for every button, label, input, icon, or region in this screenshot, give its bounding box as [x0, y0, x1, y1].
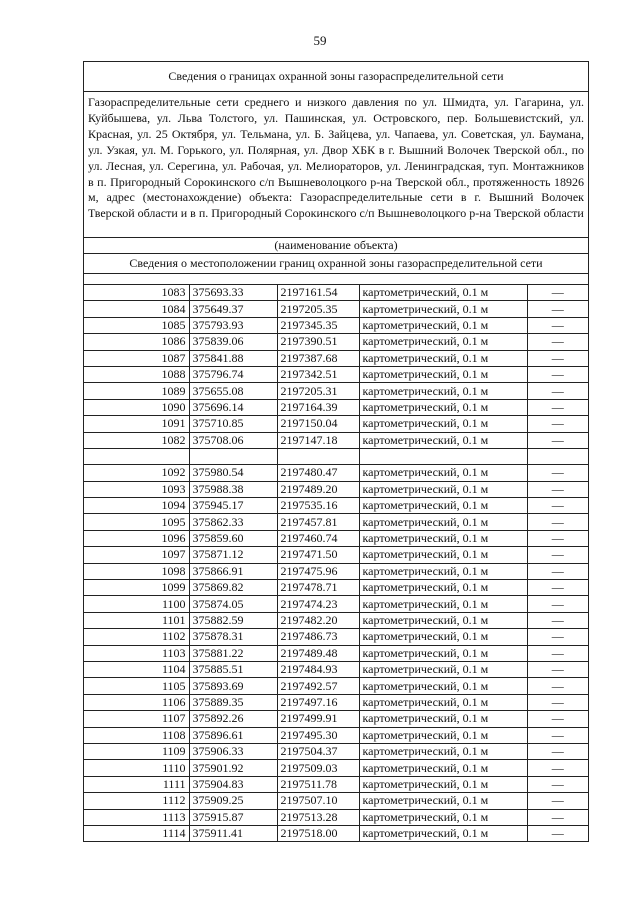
- coordinate-x: 375988.38: [189, 481, 277, 497]
- coordinate-x: 375892.26: [189, 711, 277, 727]
- determination-method: [359, 448, 527, 464]
- determination-method: картометрический, 0.1 м: [359, 612, 527, 628]
- point-number: 1111: [84, 776, 189, 792]
- coordinates-table-body: [84, 285, 588, 841]
- point-number: 1107: [84, 711, 189, 727]
- point-number: 1090: [84, 399, 189, 415]
- table-row: [84, 776, 588, 792]
- point-note: —: [527, 432, 588, 448]
- determination-method: картометрический, 0.1 м: [359, 366, 527, 382]
- point-number: 1109: [84, 743, 189, 759]
- coordinate-x: 375841.88: [189, 350, 277, 366]
- point-note: —: [527, 809, 588, 825]
- table-row: [84, 334, 588, 350]
- table-row: [84, 596, 588, 612]
- coordinate-x: 375945.17: [189, 498, 277, 514]
- point-number: 1110: [84, 760, 189, 776]
- point-number: 1095: [84, 514, 189, 530]
- coordinate-x: 375708.06: [189, 432, 277, 448]
- table-row: [84, 727, 588, 743]
- point-number: 1092: [84, 465, 189, 481]
- determination-method: картометрический, 0.1 м: [359, 776, 527, 792]
- coordinate-x: 375881.22: [189, 645, 277, 661]
- determination-method: картометрический, 0.1 м: [359, 383, 527, 399]
- coordinate-y: 2197457.81: [277, 514, 359, 530]
- coordinate-x: 375655.08: [189, 383, 277, 399]
- table-row: [84, 547, 588, 563]
- point-note: —: [527, 580, 588, 596]
- coordinate-y: 2197460.74: [277, 530, 359, 546]
- point-number: 1085: [84, 317, 189, 333]
- coordinate-x: 375866.91: [189, 563, 277, 579]
- coordinate-y: 2197387.68: [277, 350, 359, 366]
- point-note: —: [527, 760, 588, 776]
- table-row: [84, 563, 588, 579]
- coordinate-y: 2197492.57: [277, 678, 359, 694]
- determination-method: картометрический, 0.1 м: [359, 711, 527, 727]
- point-number: 1084: [84, 301, 189, 317]
- point-note: —: [527, 399, 588, 415]
- coordinate-y: 2197205.31: [277, 383, 359, 399]
- coordinate-y: 2197535.16: [277, 498, 359, 514]
- coordinate-x: 375839.06: [189, 334, 277, 350]
- coordinate-x: 375649.37: [189, 301, 277, 317]
- coordinate-y: [277, 448, 359, 464]
- coordinate-y: 2197161.54: [277, 285, 359, 301]
- table-row: [84, 399, 588, 415]
- point-number: 1093: [84, 481, 189, 497]
- point-note: —: [527, 514, 588, 530]
- table-row: [84, 498, 588, 514]
- table-row: [84, 694, 588, 710]
- table-row: [84, 760, 588, 776]
- point-number: 1108: [84, 727, 189, 743]
- point-note: —: [527, 317, 588, 333]
- coordinate-y: 2197147.18: [277, 432, 359, 448]
- determination-method: картометрический, 0.1 м: [359, 645, 527, 661]
- section-subtitle: Сведения о местоположении границ охранной зоны газораспределительной сети: [84, 254, 588, 274]
- coordinate-y: 2197511.78: [277, 776, 359, 792]
- point-number: 1100: [84, 596, 189, 612]
- coordinate-x: 375896.61: [189, 727, 277, 743]
- table-row: [84, 629, 588, 645]
- coordinate-x: 375871.12: [189, 547, 277, 563]
- table-row: [84, 432, 588, 448]
- coordinate-y: 2197518.00: [277, 825, 359, 841]
- coordinate-x: 375710.85: [189, 416, 277, 432]
- determination-method: картометрический, 0.1 м: [359, 416, 527, 432]
- point-note: —: [527, 596, 588, 612]
- point-number: 1099: [84, 580, 189, 596]
- point-note: —: [527, 465, 588, 481]
- point-number: 1082: [84, 432, 189, 448]
- table-row: [84, 514, 588, 530]
- coordinate-y: 2197478.71: [277, 580, 359, 596]
- table-row: [84, 793, 588, 809]
- point-note: —: [527, 645, 588, 661]
- table-row: [84, 580, 588, 596]
- point-number: 1113: [84, 809, 189, 825]
- determination-method: картометрический, 0.1 м: [359, 596, 527, 612]
- point-note: —: [527, 743, 588, 759]
- determination-method: картометрический, 0.1 м: [359, 334, 527, 350]
- point-note: —: [527, 530, 588, 546]
- determination-method: картометрический, 0.1 м: [359, 760, 527, 776]
- point-number: 1112: [84, 793, 189, 809]
- point-note: —: [527, 825, 588, 841]
- table-row: [84, 481, 588, 497]
- coordinate-x: 375859.60: [189, 530, 277, 546]
- determination-method: картометрический, 0.1 м: [359, 481, 527, 497]
- coordinate-x: 375915.87: [189, 809, 277, 825]
- determination-method: картометрический, 0.1 м: [359, 301, 527, 317]
- coordinate-y: 2197489.20: [277, 481, 359, 497]
- determination-method: картометрический, 0.1 м: [359, 514, 527, 530]
- table-row: [84, 678, 588, 694]
- point-number: 1098: [84, 563, 189, 579]
- point-note: —: [527, 301, 588, 317]
- coordinate-y: 2197164.39: [277, 399, 359, 415]
- determination-method: картометрический, 0.1 м: [359, 399, 527, 415]
- point-number: 1089: [84, 383, 189, 399]
- coordinate-y: 2197482.20: [277, 612, 359, 628]
- coordinate-y: 2197486.73: [277, 629, 359, 645]
- point-number: 1101: [84, 612, 189, 628]
- point-note: —: [527, 416, 588, 432]
- table-row: [84, 711, 588, 727]
- coordinate-x: 375869.82: [189, 580, 277, 596]
- determination-method: картометрический, 0.1 м: [359, 498, 527, 514]
- coordinate-y: 2197513.28: [277, 809, 359, 825]
- coordinate-y: 2197475.96: [277, 563, 359, 579]
- coordinate-y: 2197205.35: [277, 301, 359, 317]
- point-note: —: [527, 694, 588, 710]
- determination-method: картометрический, 0.1 м: [359, 629, 527, 645]
- coordinate-x: 375696.14: [189, 399, 277, 415]
- table-row: [84, 465, 588, 481]
- point-note: —: [527, 498, 588, 514]
- point-number: 1096: [84, 530, 189, 546]
- coordinate-x: 375878.31: [189, 629, 277, 645]
- table-row: [84, 383, 588, 399]
- coordinate-x: 375980.54: [189, 465, 277, 481]
- determination-method: картометрический, 0.1 м: [359, 661, 527, 677]
- table-row: [84, 350, 588, 366]
- coordinate-x: 375904.83: [189, 776, 277, 792]
- document-title: Сведения о границах охранной зоны газораспределительной сети: [84, 62, 588, 92]
- object-caption: (наименование объекта): [84, 238, 588, 254]
- table-row: [84, 661, 588, 677]
- table-row: [84, 645, 588, 661]
- point-number: 1105: [84, 678, 189, 694]
- coordinate-x: 375862.33: [189, 514, 277, 530]
- zone-info-frame: [83, 61, 589, 842]
- determination-method: картометрический, 0.1 м: [359, 580, 527, 596]
- point-note: —: [527, 727, 588, 743]
- table-row: [84, 612, 588, 628]
- point-number: 1104: [84, 661, 189, 677]
- determination-method: картометрический, 0.1 м: [359, 317, 527, 333]
- coordinate-y: 2197499.91: [277, 711, 359, 727]
- determination-method: картометрический, 0.1 м: [359, 825, 527, 841]
- coordinate-y: 2197342.51: [277, 366, 359, 382]
- table-row: [84, 530, 588, 546]
- determination-method: картометрический, 0.1 м: [359, 809, 527, 825]
- point-note: —: [527, 350, 588, 366]
- coordinate-x: 375901.92: [189, 760, 277, 776]
- table-row: [84, 809, 588, 825]
- coordinate-y: 2197507.10: [277, 793, 359, 809]
- determination-method: картометрический, 0.1 м: [359, 727, 527, 743]
- table-row: [84, 448, 588, 464]
- point-note: —: [527, 678, 588, 694]
- table-row: [84, 285, 588, 301]
- determination-method: картометрический, 0.1 м: [359, 743, 527, 759]
- determination-method: картометрический, 0.1 м: [359, 793, 527, 809]
- page-number: 59: [313, 33, 327, 48]
- coordinate-x: [189, 448, 277, 464]
- point-note: —: [527, 383, 588, 399]
- point-number: 1083: [84, 285, 189, 301]
- point-note: —: [527, 481, 588, 497]
- point-number: 1114: [84, 825, 189, 841]
- coordinate-y: 2197474.23: [277, 596, 359, 612]
- point-note: [527, 448, 588, 464]
- point-number: 1087: [84, 350, 189, 366]
- point-note: —: [527, 661, 588, 677]
- determination-method: картометрический, 0.1 м: [359, 530, 527, 546]
- coordinate-x: 375893.69: [189, 678, 277, 694]
- point-note: —: [527, 793, 588, 809]
- coordinate-x: 375885.51: [189, 661, 277, 677]
- point-number: 1094: [84, 498, 189, 514]
- coordinate-x: 375874.05: [189, 596, 277, 612]
- coordinate-y: 2197495.30: [277, 727, 359, 743]
- object-description: Газораспределительные сети среднего и низкого давления по ул. Шмидта, ул. Гагарина, ул. Куйбышева, ул. Льва Толстого, ул. Пашинская, ул. Островского, пер. Большевистский, ул. Красная, ул. 25 Октября, ул. Тельмана, ул. Б. Зайцева, ул. Чапаева, ул. Советская, ул. Баумана, ул. Узкая, ул. М. Горького, ул. Полярная, ул. Двор ХБК в г. Вышний Волочек Тверской обл., по ул. Лесная, ул. Серегина, ул. Рабочая, ул. Мелиораторов, ул. Ленинградская, туп. Монтажников в п. Пригородный Сорокинского с/п Вышневолоцкого р-на Тверской обл., протяженность 18926 м, адрес (местонахождение) объекта: Газораспределительные сети в г. Вышний Волочек Тверской области и в п. Пригородный Сорокинского с/п Вышневолоцкого р-на Тверской области: [84, 92, 588, 238]
- coordinate-x: 375911.41: [189, 825, 277, 841]
- point-note: —: [527, 563, 588, 579]
- point-number: 1102: [84, 629, 189, 645]
- point-note: —: [527, 629, 588, 645]
- point-number: 1086: [84, 334, 189, 350]
- determination-method: картометрический, 0.1 м: [359, 350, 527, 366]
- point-number: 1097: [84, 547, 189, 563]
- coordinate-y: 2197504.37: [277, 743, 359, 759]
- point-number: 1106: [84, 694, 189, 710]
- table-header-spacer: [84, 274, 588, 285]
- determination-method: картометрический, 0.1 м: [359, 465, 527, 481]
- determination-method: картометрический, 0.1 м: [359, 678, 527, 694]
- coordinate-y: 2197484.93: [277, 661, 359, 677]
- coordinate-x: 375793.93: [189, 317, 277, 333]
- point-number: 1088: [84, 366, 189, 382]
- point-note: —: [527, 612, 588, 628]
- determination-method: картометрический, 0.1 м: [359, 547, 527, 563]
- coordinate-x: 375796.74: [189, 366, 277, 382]
- table-row: [84, 317, 588, 333]
- point-number: 1103: [84, 645, 189, 661]
- coordinate-x: 375909.25: [189, 793, 277, 809]
- coordinate-x: 375889.35: [189, 694, 277, 710]
- determination-method: картометрический, 0.1 м: [359, 694, 527, 710]
- coordinate-y: 2197497.16: [277, 694, 359, 710]
- coordinates-table: [84, 285, 588, 841]
- coordinate-y: 2197489.48: [277, 645, 359, 661]
- coordinate-y: 2197390.51: [277, 334, 359, 350]
- point-note: —: [527, 547, 588, 563]
- coordinate-y: 2197480.47: [277, 465, 359, 481]
- point-number: 1091: [84, 416, 189, 432]
- determination-method: картометрический, 0.1 м: [359, 285, 527, 301]
- point-number: [84, 448, 189, 464]
- coordinate-y: 2197509.03: [277, 760, 359, 776]
- coordinate-y: 2197150.04: [277, 416, 359, 432]
- determination-method: картометрический, 0.1 м: [359, 563, 527, 579]
- point-note: —: [527, 366, 588, 382]
- determination-method: картометрический, 0.1 м: [359, 432, 527, 448]
- table-row: [84, 301, 588, 317]
- table-row: [84, 416, 588, 432]
- coordinate-y: 2197471.50: [277, 547, 359, 563]
- point-note: —: [527, 711, 588, 727]
- point-note: —: [527, 334, 588, 350]
- table-row: [84, 743, 588, 759]
- table-row: [84, 366, 588, 382]
- coordinate-x: 375882.59: [189, 612, 277, 628]
- coordinate-x: 375693.33: [189, 285, 277, 301]
- point-note: —: [527, 285, 588, 301]
- table-row: [84, 825, 588, 841]
- point-note: —: [527, 776, 588, 792]
- coordinate-y: 2197345.35: [277, 317, 359, 333]
- coordinate-x: 375906.33: [189, 743, 277, 759]
